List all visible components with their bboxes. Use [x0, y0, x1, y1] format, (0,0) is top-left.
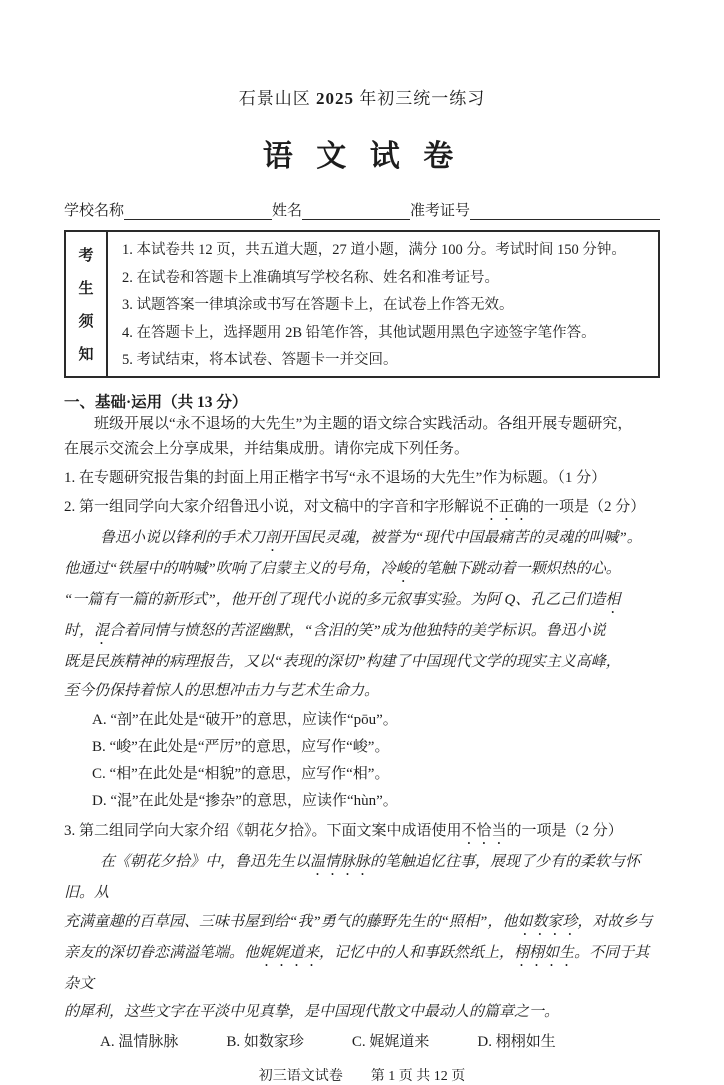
exam-header-line: 石景山区 2025 年初三统一练习	[238, 89, 486, 108]
section1-heading: 一、基础·运用（共 13 分）	[64, 394, 248, 411]
question-3-option-a: A. 温情脉脉	[100, 1033, 179, 1050]
passage-line: “一篇有一篇的新形式”，他开创了现代小说的多元叙事实验。为阿 Q、孔乙己们造相	[64, 592, 621, 608]
question-2-options	[64, 707, 660, 815]
school-name-label: 学校名称	[64, 203, 125, 219]
ticket-number-blank	[470, 202, 660, 220]
question-3-passage	[64, 848, 660, 1027]
student-name-label: 姓名	[272, 203, 303, 219]
question-2-option-a: A. “剖”在此处是“破开”的意思，应读作“pōu”。	[92, 712, 398, 728]
candidate-info-row	[64, 199, 660, 220]
question-2-option-d: D. “混”在此处是“掺杂”的意思，应读作“hùn”。	[92, 793, 398, 809]
notice-side-char: 须	[78, 314, 94, 330]
exam-title: 语 文 试 卷	[262, 140, 462, 173]
passage-line: 亲友的深切眷恋满溢笔端。他娓娓道来，记忆中的人和事跃然纸上，栩栩如生。不同于其杂文	[64, 944, 650, 992]
notice-item-4: 4. 在答题卡上，选择题用 2B 铅笔作答，其他试题用黑色字迹签字笔作答。	[122, 324, 596, 341]
passage-line: 至今仍保持着惊人的思想冲击力与艺术生命力。	[64, 682, 380, 699]
notice-side-char: 生	[78, 281, 94, 297]
question-3-option-b: B. 如数家珍	[226, 1033, 304, 1050]
question-3-option-c: C. 娓娓道来	[351, 1033, 430, 1050]
question-2-option-c: C. “相”在此处是“相貌”的意思，应写作“相”。	[92, 766, 390, 782]
ticket-number-label: 准考证号	[410, 203, 471, 219]
question-1: 1. 在专题研究报告集的封面上用正楷字书写“永不退场的大先生”作为标题。（1 分）	[64, 470, 607, 486]
footer-paper-name: 初三语文试卷	[258, 1068, 343, 1084]
notice-item-2: 2. 在试卷和答题卡上准确填写学校名称、姓名和准考证号。	[122, 269, 499, 286]
examinee-notice-box	[64, 230, 660, 378]
page-footer	[64, 1065, 660, 1085]
school-name-blank	[124, 202, 272, 220]
notice-items	[108, 232, 658, 376]
question-2-passage	[64, 524, 660, 705]
footer-page-number: 第 1 页 共 12 页	[370, 1068, 466, 1084]
passage-line: 时，混合着同情与愤怒的苦涩幽默，“含泪的笑”成为他独特的美学标识。鲁迅小说	[64, 623, 606, 639]
student-name-blank	[302, 202, 410, 220]
question-2-stem: 2. 第一组同学向大家介绍鲁迅小说，对文稿中的字音和字形解说不正确的一项是（2 分）	[64, 499, 646, 515]
notice-item-1: 1. 本试卷共 12 页，共五道大题，27 道小题，满分 100 分。考试时间 150 分钟。	[122, 242, 626, 258]
passage-line: 在《朝花夕拾》中，鲁迅先生以温情脉脉的笔触追忆往事，展现了少有的柔软与怀旧。从	[64, 854, 641, 901]
question-2-option-b: B. “峻”在此处是“严厉”的意思，应写作“峻”。	[92, 739, 390, 755]
question-3-option-d: D. 栩栩如生	[477, 1033, 556, 1050]
notice-item-3: 3. 试题答案一律填涂或书写在答题卡上，在试卷上作答无效。	[122, 297, 514, 313]
notice-item-5: 5. 考试结束，将本试卷、答题卡一并交回。	[122, 352, 398, 368]
notice-side-label	[66, 232, 108, 376]
section1-intro-line2: 在展示交流会上分享成果，并结集成册。请你完成下列任务。	[64, 441, 470, 457]
passage-line: 的犀利，这些文字在平淡中见真挚，是中国现代散文中最动人的篇章之一。	[64, 1004, 560, 1020]
passage-line: 充满童趣的百草园、三味书屋到给“我”勇气的藤野先生的“照相”，他如数家珍，对故乡与	[64, 913, 653, 930]
question-3-stem: 3. 第二组同学向大家介绍《朝花夕拾》。下面文案中成语使用不恰当的一项是（2 分）	[64, 823, 623, 839]
section1-intro-line1: 班级开展以“永不退场的大先生”为主题的语文综合实践活动。各组开展专题研究，	[94, 416, 633, 432]
passage-line: 他通过“铁屋中的呐喊”吹响了启蒙主义的号角，冷峻的笔触下跳动着一颗炽热的心。	[64, 561, 621, 577]
question-3-options	[100, 1029, 660, 1055]
notice-side-char: 考	[78, 248, 94, 264]
passage-line: 鲁迅小说以锋利的手术刀剖开国民灵魂，被誉为“现代中国最痛苦的灵魂的叫喊”。	[100, 530, 642, 546]
notice-side-char: 知	[78, 347, 94, 363]
passage-line: 既是民族精神的病理报告，又以“表现的深切”构建了中国现代文学的现实主义高峰，	[64, 654, 621, 670]
